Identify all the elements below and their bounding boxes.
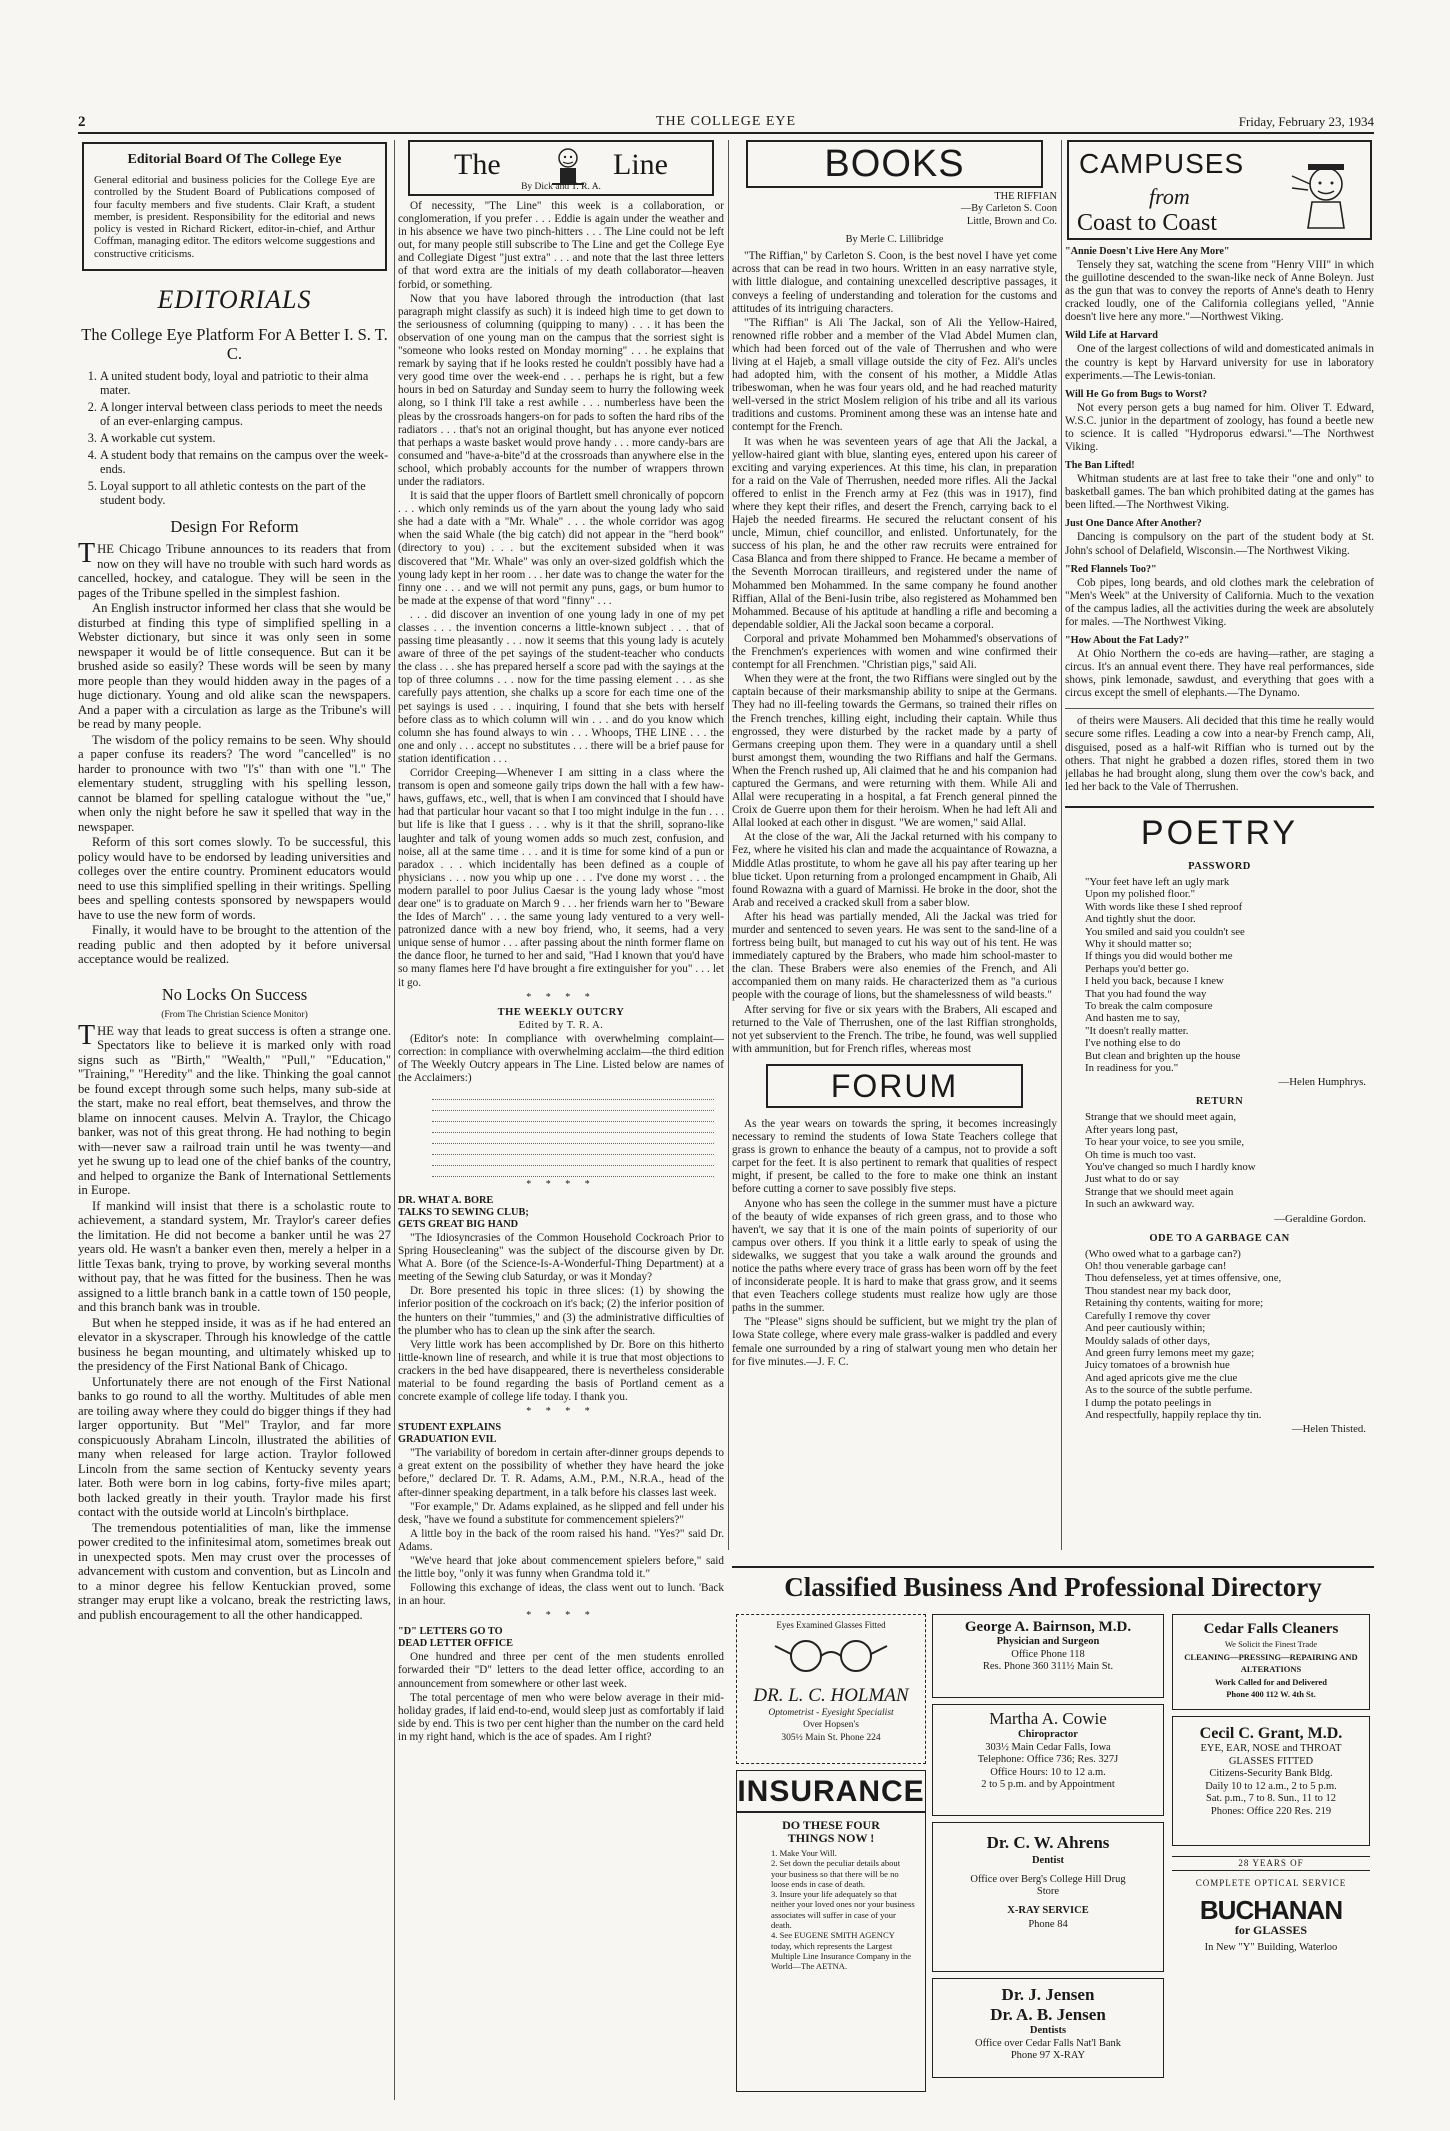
buchanan-line: COMPLETE OPTICAL SERVICE — [1195, 1877, 1347, 1888]
poem-line: Retaining thy contents, waiting for more; — [1085, 1297, 1264, 1310]
poem — [1065, 1096, 1374, 1224]
poem-line: And peer cautiously within; — [1085, 1322, 1206, 1335]
insurance-word: INSURANCE — [737, 1775, 925, 1813]
bore-headline-1: DR. WHAT A. BORE — [398, 1195, 494, 1206]
poem-line: Thou standest near my back door, — [1085, 1284, 1231, 1297]
reform-paragraph: The wisdom of the policy remains to be seen. Why should a paper confuse its readers? The word "cancelled" is no harder to pronounce with two "l's" than with one "l." The elementary student, struggling with his spelling lesson, cannot be blamed for spelling catalogue without the "ue," when only the night before he saw it spelled that way in the newspaper. — [78, 732, 391, 834]
platform-list — [100, 369, 391, 507]
success-source: (From The Christian Science Monitor) — [161, 1009, 308, 1020]
platform-title: The College Eye Platform For A Better I. S. T. C. — [81, 325, 388, 364]
review-paragraph: When they were at the front, the two Riffians were singled out by the captain because of their marksmanship ability to snipe at the Germans. They had no ill-feeling towards the Germans, so trained their rifles on the French trenches, killing eight, including their captain. While thus engrossed, they were disturbed by the racket made by a party of Germans creeping upon them. They were in a quandary until a shell burst amongst them, wounding the two Riffians and half the Germans. When the French rushed up, Ali claimed that he and his companion had captured the Germans, and were returning with them. While Ali and Allal were recuperating in a hospital, a fat French general pinned the Croix de Guerre upon them for their heroism. When he had left Ali and Allal looked at each other in disgust. "We are women," said Allal. — [732, 673, 1057, 830]
paper-name: THE COLLEGE EYE — [655, 114, 797, 129]
poem-line: "It doesn't really matter. — [1085, 1024, 1189, 1037]
student-headline-2: GRADUATION EVIL — [398, 1434, 497, 1446]
poem-line: After years long past, — [1085, 1123, 1178, 1136]
campus-item-body: Tensely they sat, watching the scene from "Henry VIII" in which the guillotine descended to the swan-like neck of Anne Boleyn. Just as the gun that was to convey the reports of Anne's death to Henry cracked loudly, one of the California collegians yelled, "Annie doesn't live here any more."—Northwest Viking. — [1065, 259, 1374, 324]
student-paragraph: "For example," Dr. Adams explained, as he slipped and fell under his desk, "have we found a substitute for commencement spielers?" — [398, 1500, 724, 1526]
jensen-name: Dr. J. Jensen — [1001, 1985, 1095, 2004]
platform-item: 2. A longer interval between class periods to meet the needs of an ever-enlarging campus. — [100, 400, 391, 428]
cartoon-student-icon — [1282, 154, 1366, 234]
poem-line: Oh time is much too vast. — [1085, 1148, 1196, 1161]
grant-line: Daily 10 to 12 a.m., 2 to 5 p.m. — [1205, 1780, 1337, 1792]
ahrens-line: X-RAY SERVICE — [1007, 1904, 1089, 1916]
poem-line: In readiness for you." — [1085, 1062, 1179, 1074]
cleaners-name: Cedar Falls Cleaners — [1203, 1621, 1339, 1637]
cowie-line: 2 to 5 p.m. and by Appointment — [981, 1779, 1115, 1790]
poem-lines — [1085, 1248, 1374, 1422]
newspaper-page — [78, 112, 1374, 2102]
grant-line: Citizens-Security Bank Bldg. — [1209, 1768, 1333, 1779]
d-letters-paragraph: The total percentage of men who were below average in their mid-holiday grades, if laid end-to-end, would sleep just as comfortably if laid side by end. This is two per cent higher than the number on the card held in my right hand, which is the ace of spades. Am I right? — [398, 1691, 724, 1743]
the-line-paragraph: Corridor Creeping—Whenever I am sitting in a class where the transom is open and someone gaily trips down the hall with a few haw-haws, guffaws, etc., well, that is when I am convinced that I should have had that particular hour vacant so that I too might indulge in the fun . . . but life is like that I guess . . . why is it that the shrill, soprano-like laughter and talk of young women adds so much zest, confusion, and noise, all at the same time . . . and it is time for some kind of a pun or paradox . . . which incidentally has been defined as a couple of physicians . . . now you whip up one . . . I've done my worst . . . the modern parallel to poor Julius Caesar is the young lady whose "most dear one" is to graduate on March 9 . . . her friends warn her to "Beware the Ides of March" . . . the same young lady ventured to a very well-patronized dance with a new boy friend, who, it seems, had a very unique sense of humor . . . after passing about the ninth former flame on the dance floor, he turned to her and said, "Had I known that you'd have so many flames here I'd have brought a fire extinguisher for you" . . . let it go. — [398, 767, 724, 989]
the-line-head-right: Line — [613, 148, 668, 181]
campus-item-head: Wild Life at Harvard — [1065, 330, 1158, 342]
campus-item-head: "Annie Doesn't Live Here Any More" — [1065, 246, 1230, 257]
the-line-byline: By Dick and T. R. A. — [521, 182, 601, 192]
forum-paragraph: The "Please" signs should be sufficient, but we might try the plan of Iowa State college, where every male grass-walker is paddled and every female one surrounded by a ring of stalwart young men who detain her for five minutes.—J. F. C. — [732, 1316, 1057, 1368]
cleaners-line: Work Called for and Delivered — [1214, 1676, 1328, 1687]
review-paragraph: It was when he was seventeen years of age that Ali the Jackal, a yellow-haired giant with blue, slanting eyes, entered upon his career of exciting and varying experiences. At this time, his clan, in preparation for a raid on the Vale of Therrushen, needed more rifles. Ali the Jackal offered to enlist in the French army at Fez (this was in 1917), find where they kept their rifles, and desert the French, carrying back to el Hajeb the needed firearms. He secured the reluctant consent of his uncle, Mimun, chief councillor, and enlisted. Unfortunately, for the success of his plan, he and the other raw recruits were entrained for Casa Blanca and from there shipped to France. He became a member of the Seventh Morrocan tirailleurs, and registered under the name of Mohammed ben Mohammed. In the same company he found another Riffian, Allal of the Beni-Iusin tribe, also registered as Mohammed ben Mohammed. Because of his aptitude at handling a rifle and becoming a dependable soldier, Ali the Jackal soon became a corporal. — [732, 435, 1057, 631]
ad-cleaners — [1172, 1614, 1370, 1710]
the-line-paragraph: . . . did discover an invention of one young lady in one of my pet classes . . . the invention concerns a little-known subject . . . that of passing time pleasantly . . . now it seems that this young lady is acutely aware of three of the pet sayings of the student-teacher who conducts the class . . . she has prepared herself a score pad with the sayings at the top of three columns . . . now for the time passing element . . . as she carefully pays attention, she chalks up a score for each time one of the pet sayings is used . . . inquiring, I found that she bets with herself before class as to which column will win . . . and do you know which column she has found always to win . . . Whoops, THE LINE . . . the one and only . . . accept no substitutes . . . there will be a brief pause for station identification . . . — [398, 608, 724, 765]
cleaners-line: Phone 400 112 W. 4th St. — [1226, 1689, 1316, 1699]
insurance-item: 2. Set down the peculiar details about your business so that there will be no loose ends in case of death. — [771, 1858, 901, 1889]
poem-line: And green furry lemons meet my gaze; — [1085, 1346, 1255, 1359]
bore-headline-2: TALKS TO SEWING CLUB; — [398, 1207, 529, 1218]
book-reviewer: By Merle C. Lillibridge — [845, 234, 944, 246]
bore-headline-3: GETS GREAT BIG HAND — [398, 1219, 519, 1230]
success-paragraph: The tremendous potentialities of man, like the immense power credited to the infinitesimal atom, sometimes break out in unexpected spots. Men may crust over the processes of advancement with custom and convention, but as Lincoln and to a minor degree his fellow Kentuckian proved, some stranger may erupt like a volcano, break the restricting laws, and publish encouragement to all the other handicapped. — [78, 1520, 391, 1622]
campus-item-head: The Ban Lifted! — [1065, 460, 1135, 472]
d-headline-1: "D" LETTERS GO TO — [398, 1626, 503, 1638]
success-paragraph: If mankind will insist that there is a scholastic route to achievement, a standard system, Mr. Traylor's career defies the limitation. He did not become a banker until he was 27 years old. He wasn't a banker even then, merely a helper in a little Texas bank, trying to prove, by working several months without pay, that he was fitted for the business. Then he was assigned to a little branch bank in a cattle town of 150 people, and this branch bank was in trouble. — [78, 1198, 391, 1315]
review-paragraph: "The Riffian," by Carleton S. Coon, is the best novel I have yet come across that can be read in two hours. Written in an easy narrative style, with little dialogue, and containing unexcelled descriptive passages, it conveys a feeling of understanding and toleration for the customs and attitudes of its intriguing characters. — [732, 250, 1057, 315]
campuses-poetry-column — [1065, 140, 1374, 1550]
the-line-column — [398, 140, 724, 2100]
poem-line: And hasten me to say, — [1085, 1012, 1180, 1025]
holman-line1: Over Hopsen's — [803, 1720, 859, 1730]
bore-paragraph: Dr. Bore presented his topic in three slices: (1) by showing the inferior position of the cockroach on it's back; (2) the inferior position of the hunters on their "tummies," and (3) the administrative difficulties of the plumber who has to clean up the sink after the search. — [398, 1285, 724, 1337]
bore-paragraph: "The Idiosyncrasies of the Common Household Cockroach Prior to Spring Housecleaning" was the subject of the discourse given by Dr. What A. Bore (of the Science-Is-A-Wonderful-Thing Department) at a meeting of the Sewing club Saturday, or was it Monday? — [398, 1232, 724, 1284]
ad-buchanan — [1172, 1852, 1370, 1972]
poetry-heading: POETRY — [1065, 806, 1374, 853]
campuses-coast: Coast to Coast — [1077, 210, 1218, 236]
the-line-paragraph: It is said that the upper floors of Bartlett smell chronically of popcorn . . . which only reminds us of the yarn about the young lady who said she had a date with a "Mr. Whale" . . . the whole corridor was agog when the said Whale (the big catch) did not appear in the "herd book" (directory to you) . . . but the excitement subsided when it was discovered that "Mr. Whale" was only an over-sized goldfish which the young lady kept in her room . . . her date was to change the water for the finny one . . . and we will not permit any puns, gags, or bum humor to be made at the expense of that word "finny" . . . — [398, 490, 724, 607]
cowie-line: Chiropractor — [1018, 1729, 1078, 1740]
poem-lines — [1085, 876, 1374, 1075]
student-paragraph: Following this exchange of ideas, the class went out to lunch. 'Back in an hour. — [398, 1582, 724, 1608]
cowie-line: Office Hours: 10 to 12 a.m. — [990, 1766, 1106, 1778]
separator: * * * * — [526, 1179, 596, 1190]
bairnson-line: Physician and Surgeon — [996, 1636, 1100, 1647]
ad-bairnson — [932, 1614, 1164, 1698]
book-publisher: Little, Brown and Co. — [966, 215, 1057, 227]
ahrens-line: Phone 84 — [1028, 1919, 1068, 1930]
review-paragraph: At the close of the war, Ali the Jackal returned with his company to Fez, where he visited his clan and made the acquaintance of Rowazna, a Middle Atlas prostitute, to whom he gave all his pay after tearing up her blue ticket. Upon returning from a prolonged encampment in Ghaib, Ali found Rowazna with a guard of Marnissi. He broke in the door, shot the Arab and received a cracked skull from a saber blow. — [732, 831, 1057, 909]
poem-line: (Who owed what to a garbage can?) — [1085, 1247, 1241, 1260]
page-number: 2 — [78, 114, 86, 130]
reform-paragraph: Reform of this sort comes slowly. To be successful, this policy would have to be endorsed by leading universities and colleges over the entire country. Prominent educators would need to use this simplified spelling in their writings. Spelling bees and spelling contests sponsored by newspapers would have to use the new form of words. — [78, 835, 391, 922]
poem-line: That you had found the way — [1085, 987, 1207, 1000]
column-rule — [1061, 140, 1062, 1550]
poem-line: You smiled and said you couldn't see — [1085, 925, 1245, 938]
insurance-item: 4. See EUGENE SMITH AGENCY today, which represents the Largest Multiple Line Insurance Company in the World—The AETNA. — [771, 1930, 912, 1972]
poem-line: With words like these I shed reproof — [1085, 900, 1243, 913]
review-paragraph: After his head was partially mended, Ali the Jackal was tried for murder and sentenced to seven years. He was sent to the sand-line of a fortress being built, but managed to cut his way out of his tent. He was immediately captured by the Brabers, who made him school-master to the clan. These Brabers were also enemies of the French, and Ali accompanied them on many raids. He characterized them as "a curious people with the courage of lions, but the shamelessness of wild beasts." — [732, 910, 1057, 1002]
issue-date: Friday, February 23, 1934 — [1238, 114, 1374, 129]
buchanan-line: 28 YEARS OF — [1172, 1856, 1370, 1871]
success-paragraph: But when he stepped inside, it was as if he had entered an elevator in a skyscraper. Through his knowledge of the cattle business he began mounting, and ultimately whisked up to the presidency of the First National Bank of Chicago. — [78, 1315, 391, 1374]
book-title: THE RIFFIAN — [994, 191, 1057, 202]
reform-paragraph: An English instructor informed her class that she would be disturbed at finding this type of simplified spelling in a Webster dictionary, but since it was only seen in some newspaper it would be of little consequence. But can it be brushed aside so easily? These words will be seen by many more people than they would hidden away in the pages of a huge dictionary. Young and old alike scan the newspapers. And a paper with a circulation as large as the Tribune's will be read by many people. — [78, 601, 391, 732]
cowie-name: Martha A. Cowie — [989, 1709, 1107, 1728]
student-headline-1: STUDENT EXPLAINS — [398, 1422, 502, 1434]
classified-directory — [732, 1566, 1374, 2094]
poem-line: I dump the potato peelings in — [1085, 1396, 1212, 1409]
campus-item-head: Will He Go from Bugs to Worst? — [1065, 388, 1208, 400]
separator: * * * * — [526, 1406, 596, 1418]
books-heading: BOOKS — [746, 140, 1043, 188]
book-info — [732, 191, 1057, 228]
jensen-line: Phone 97 X-RAY — [1010, 2050, 1086, 2061]
poem-title: RETURN — [1195, 1096, 1244, 1108]
grant-name: Cecil C. Grant, M.D. — [1199, 1725, 1343, 1742]
poem-line: And aged apricots give me the clue — [1085, 1371, 1238, 1384]
platform-item: 5. Loyal support to all athletic contests on the part of the student body. — [100, 479, 391, 507]
cleaners-line: CLEANING—PRESSING—REPAIRING AND ALTERATIONS — [1184, 1651, 1358, 1674]
grant-line: Phones: Office 220 Res. 219 — [1210, 1805, 1332, 1817]
poem-author: —Helen Thisted. — [1291, 1423, 1366, 1436]
the-line-head-left: The — [454, 148, 501, 181]
poem-title: PASSWORD — [1188, 860, 1251, 872]
buchanan-logo-sub: for GLASSES — [1234, 1923, 1308, 1937]
column-rule — [728, 140, 729, 1550]
insurance-item: 1. Make Your Will. — [771, 1848, 837, 1858]
review-paragraph: "The Riffian" is Ali The Jackal, son of Ali the Yellow-Haired, renowned rifle robber and a member of the Vlad Abdel Mumen clan, which had been forced out of the vale of Therrushen and who were living at el Hajeb, a small village outside the city of Fez. Ali's uncles had adopted him, with the consent of his mother, a Middle Atlas tribeswoman, when he was four years old, and he had reached maturity well-versed in the strict Moslem religion of his tribe and all its various traditions and customs. Prominent among these was an intense hate and contempt for the French. — [732, 316, 1057, 434]
student-paragraph: "We've heard that joke about commencement spielers before," said the little boy, "only it was funny when Grandma told it." — [398, 1554, 724, 1581]
platform-item: 4. A student body that remains on the campus over the week-ends. — [100, 448, 391, 476]
campus-item-body: At Ohio Northern the co-eds are having—rather, are staging a circus. It's an annual event there. They have real performances, side shows, pink lemonade, sawdust, and everything that goes with a circus except the smell of elephants.—The Dynamo. — [1065, 647, 1374, 700]
poem-line: But clean and brighten up the house — [1085, 1049, 1241, 1062]
holman-role: Optometrist - Eyesight Specialist — [768, 1707, 894, 1718]
ad-holman — [736, 1614, 926, 1764]
ahrens-name: Dr. C. W. Ahrens — [986, 1833, 1110, 1852]
ahrens-line: Dentist — [1031, 1855, 1065, 1866]
poem-line: You've changed so much I hardly know — [1085, 1161, 1256, 1174]
insurance-item: 3. Insure your life adequately so that neither your loved ones nor your business associates will suffer in case of your death. — [771, 1889, 915, 1931]
eyeglasses-icon — [771, 1636, 891, 1676]
ad-grant — [1172, 1716, 1370, 1846]
book-author: —By Carleton S. Coon — [960, 203, 1057, 215]
bairnson-name: George A. Bairnson, M.D. — [964, 1619, 1132, 1635]
platform-item: 1. A united student body, loyal and patriotic to their alma mater. — [100, 369, 391, 397]
forum-paragraph: Anyone who has seen the college in the summer must have a picture of the beauty of wide expanses of rich green grass, and to those who haven't, we say that it is one of the main points of superiority of our campus over others. If you think it a little early to speak of using the sidewalks, we suggest that you take a walk around the grounds and notice the paths where every trace of grass has been worn off by the feet of inconsiderate people. It is hard to make that grass grow, and it seems that even Teachers college students must realize how ugly are those paths in the summer. — [732, 1197, 1057, 1315]
platform-item: 3. A workable cut system. — [100, 431, 391, 445]
poem-author: —Helen Humphrys. — [1278, 1076, 1366, 1089]
student-paragraph: "The variability of boredom in certain after-dinner groups depends to a great extent on the possibility of whether they have heard the joke before," declared Dr. T. R. Adams, A.M., P.M., N.R.A., head of the after-dinner speaking department, in a talk before his classes last week. — [398, 1447, 724, 1499]
campuses-header — [1067, 140, 1372, 240]
campus-item-body: Cob pipes, long beards, and old clothes mark the celebration of "Men's Week" at the University of California. Much to the vexation of the campus ladies, all the activities during the week are absolutely for males. —The Northwest Viking. — [1065, 576, 1374, 628]
review-paragraph: After serving for five or six years with the Brabers, Ali escaped and returned to the Vale of Therrushen, one of the last Riffian strongholds, not yet subservient to the French. The tribe, he found, was well supplied with ammunition, but for French rifles, whereas most — [732, 1003, 1057, 1055]
cowie-line: Telephone: Office 736; Res. 327J — [977, 1754, 1119, 1765]
forum-heading: FORUM — [766, 1064, 1023, 1108]
poem-line: Perhaps you'd better go. — [1085, 962, 1189, 975]
poem-line: "Your feet have left an ugly mark — [1085, 875, 1230, 888]
editorial-board-title: Editorial Board Of The College Eye — [127, 152, 342, 167]
poem-line: Strange that we should meet again — [1085, 1185, 1234, 1198]
campus-item-head: "How About the Fat Lady?" — [1065, 634, 1190, 646]
poem-line: To break the calm composure — [1085, 999, 1213, 1012]
campus-item-body: Whitman students are at last free to take their "one and only" to basketball games. The ban which prohibited dating at the games has been lifted.—The Northwest Viking. — [1065, 473, 1374, 512]
books-continued: of theirs were Mausers. Ali decided that this time he really would secure some rifles. Leading a cow into a near-by French camp, Ali, disguised, posed as a half-wit Riffian who is turned out by the others. That night he grabbed a dozen rifles, stored them in two jellabas he had brought along, slung them over the cow's back, and led her back to the Vale of Therrushen. — [1065, 715, 1374, 793]
poem-line: And respectfully, happily replace thy tin. — [1085, 1408, 1262, 1421]
grant-line: GLASSES FITTED — [1228, 1755, 1314, 1767]
editorial-board-box — [82, 142, 387, 271]
poem-lines — [1085, 1111, 1374, 1210]
separator: * * * * — [526, 1610, 596, 1622]
bore-paragraph: Very little work has been accomplished by Dr. Bore on this hitherto little-known line of research, and while it is true that most objections to crackers in the bed have disappeared, there is nevertheless considerable material to be found regarding the basis of Portland cement as a concrete example of college life today. I thank you. — [398, 1338, 724, 1404]
insurance-line: DO THESE FOUR — [782, 1818, 880, 1832]
the-line-paragraph: Of necessity, "The Line" this week is a collaboration, or conglomeration, if you prefer . . . Eddie is again under the weather and in his absence we have two pinch-hitters . . . The Line could not be left out, for many people still subscribe to The Line and get the College Eye and Collegiate Digest "just extra" . . . and note that the last three letters of that word extra are the initials of my death collaborator—heaven forbid, or something. — [398, 200, 724, 291]
poem-line: In such an awkward way. — [1085, 1198, 1195, 1211]
editorial-column — [78, 140, 391, 2100]
grant-line: Sat. p.m., 7 to 8. Sun., 11 to 12 — [1206, 1793, 1336, 1804]
forum-paragraph: As the year wears on towards the spring, it becomes increasingly necessary to remind the students of Iowa State Teachers college that grass is grown to enhance the beauty of a campus, not to provide a soft carpet for the feet. It is also pertinent to remark that qualities of respect might, if present, be called to the fore to make one think an instant before cutting a corner to save possibly five steps. — [732, 1117, 1057, 1196]
insurance-line: THINGS NOW ! — [787, 1830, 875, 1845]
outcry-note: (Editor's note: In compliance with overwhelming complaint—correction: in compliance with overwhelming acclaim—the third edition of The Weekly Outcry appears in The Line. Listed below are names of the Acclaimers:) — [398, 1032, 724, 1084]
poem-line: I've nothing else to do — [1085, 1037, 1181, 1050]
holman-line2: 305½ Main St. Phone 224 — [781, 1732, 881, 1743]
acclaimers-blank-lines — [432, 1089, 714, 1177]
poem-author: —Geraldine Gordon. — [1274, 1212, 1366, 1225]
poem-line: Just what to do or say — [1085, 1173, 1179, 1186]
masthead — [78, 112, 1374, 134]
success-title: No Locks On Success — [161, 984, 308, 1004]
poem-line: Upon my polished floor." — [1085, 888, 1195, 901]
separator: * * * * — [526, 991, 596, 1003]
student-paragraph: A little boy in the back of the room raised his hand. "Yes?" said Dr. Adams. — [398, 1527, 724, 1553]
poem — [1065, 1233, 1374, 1436]
ahrens-line: Office over Berg's College Hill Drug Store — [970, 1873, 1126, 1897]
poem-title: ODE TO A GARBAGE CAN — [1149, 1232, 1290, 1244]
success-paragraph: Unfortunately there are not enough of the First National banks to go round to all the worthy. Multitudes of able men are toiling away where they could do bigger things if they had larger opportunity. But "Mel" Traylor, and far more conspicuously Abraham Lincoln, illustrated the abilities of many when released for large action. Traylor followed Lincoln from the same section of Kentucky seventy years later. Both were born in log cabins, forty-five miles apart; both lacked greatly in their youth. Traylor made his first contact with the outside world at Lincoln's birthplace. — [78, 1374, 391, 1520]
d-headline-2: DEAD LETTER OFFICE — [398, 1638, 514, 1650]
poem-line: Carefully I remove thy cover — [1085, 1309, 1211, 1322]
poem-line: Juicy tomatoes of a brownish hue — [1085, 1359, 1230, 1372]
buchanan-logo: BUCHANAN — [1199, 1895, 1343, 1925]
student-headline — [398, 1422, 724, 1446]
poem-line: If things you did would bother me — [1085, 950, 1233, 963]
bairnson-line: Office Phone 118 — [1011, 1648, 1085, 1660]
editorials-heading: EDITORIALS — [157, 285, 312, 315]
campus-item-body: Dancing is compulsory on the part of the student body at St. John's school of Delafield, Wisconsin.—The Northwest Viking. — [1065, 531, 1374, 557]
campus-item-head: Just One Dance After Another? — [1065, 518, 1202, 530]
campus-item-head: "Red Flannels Too?" — [1065, 563, 1157, 575]
reform-title: Design For Reform — [170, 517, 299, 537]
the-line-header — [408, 140, 714, 196]
holman-top: Eyes Examined Glasses Fitted — [776, 1620, 886, 1630]
classified-title: Classified Business And Professional Directory — [784, 1572, 1322, 1602]
reform-paragraph: Finally, it would have to be brought to the attention of the reading public and then adopted by it before universal acceptance would be realized. — [78, 923, 391, 967]
poem-line: Oh! thou venerable garbage can! — [1085, 1260, 1227, 1273]
bairnson-line: Res. Phone 360 311½ Main St. — [982, 1661, 1114, 1672]
outcry-title: THE WEEKLY OUTCRY — [497, 1006, 625, 1018]
the-line-paragraph: Now that you have labored through the introduction (that last paragraph might classify as such) it is indeed high time to get down to the seriousness of columning (quipping to many) . . . it has been the observation of one young man on the campus that the sorriest sight is "someone who looks rested on Monday morning" . . . he explains that remark by saying that if he looks rested he couldn't possibly have had a very good time over the week-end . . . perhaps he is right, but a few hours in bed on Saturday and Sunday seem to hurry the following week along, so I think I'll take a rest awhile . . . numberless have been the pleas by the crossroads hangers-on for pads to soften the hard ribs of the radiators . . . that's not an original thought, but has anyone ever noticed that perhaps a waste basket would prove handy . . . more candy-bars are consumed and "have-a-bite"d at the crossroads than anywhere else in the school, which probably accounts for the number of wrappers thrown under the radiators. — [398, 292, 724, 488]
ad-insurance — [736, 1770, 926, 2092]
ad-jensen — [932, 1978, 1164, 2078]
outcry-byline: Edited by T. R. A. — [518, 1019, 604, 1031]
d-letters-paragraph: One hundred and three per cent of the men students enrolled forwarded their "D" letters to the dead letter office, according to an announcement from somewhere or other last week. — [398, 1651, 724, 1690]
poem-line: Strange that we should meet again, — [1085, 1111, 1237, 1124]
jensen-name: Dr. A. B. Jensen — [990, 2005, 1106, 2024]
holman-name: DR. L. C. HOLMAN — [753, 1684, 909, 1706]
reform-paragraph: THE Chicago Tribune announces to its readers that from now on they will have no trouble with such hard words as cancelled, hockey, and catalogue. They will be seen in the pages of the Tribune spelled in the simplest fashion. — [78, 538, 391, 600]
buchanan-line: In New "Y" Building, Waterloo — [1204, 1942, 1338, 1953]
grant-line: EYE, EAR, NOSE and THROAT — [1200, 1743, 1342, 1754]
column-rule — [1065, 708, 1374, 709]
cowie-line: 303½ Main Cedar Falls, Iowa — [985, 1741, 1111, 1753]
poem-line: To hear your voice, to see you smile, — [1085, 1136, 1245, 1149]
cleaners-line: We Solicit the Finest Trade — [1224, 1639, 1318, 1649]
d-letters-headline — [398, 1626, 724, 1650]
poem-line: I held you back, because I knew — [1085, 975, 1224, 988]
insurance-items — [771, 1848, 917, 1972]
review-paragraph: Corporal and private Mohammed ben Mohammed's observations of the Frenchmen's experiences with women and wine confirmed their contempt for all Frenchmen. "Christian pigs," said Ali. — [732, 632, 1057, 672]
campus-item-body: Not every person gets a bug named for him. Oliver T. Edward, W.S.C. junior in the department of zoology, has found a beetle new to science. It is called "Hydroporus edwarsi."—The Northwest Viking. — [1065, 401, 1374, 454]
poem-line: Mouldy salads of other days, — [1085, 1334, 1211, 1347]
jensen-line: Office over Cedar Falls Nat'l Bank — [974, 2037, 1122, 2049]
ad-ahrens — [932, 1822, 1164, 1972]
campuses-from: from — [1149, 184, 1190, 209]
poem-line: Why it should matter so; — [1085, 937, 1192, 950]
poem — [1065, 861, 1374, 1089]
poem-line: Thou defenseless, yet at times offensive, one, — [1085, 1272, 1282, 1285]
success-paragraph: THE way that leads to great success is often a strange one. Spectators like to believe it is marked only with road signs such as "Birth," "Wealth," "Pull," "Education," "Training," "Heredity" and the like. Thinking the goal cannot be found except through some such helps, many sub-side at the start, make no real effort, beat themselves, and throw the blame on innocent causes. Melvin A. Traylor, the Chicago banker, was not of this great throng. He had nothing to begin with—never saw a railroad train until he was twenty—and yet he swung up to lead one of the chief banks of the country, and helped to organize the Bank of International Settlements in Europe. — [78, 1019, 391, 1198]
poem-line: As to the source of the subtle perfume. — [1085, 1384, 1253, 1397]
campus-item-body: One of the largest collections of wild and domesticated animals in the country is kept by Harvard university for use in laboratory experiments.—The Lewis-tonian. — [1065, 343, 1374, 382]
poem-line: And tightly shut the door. — [1085, 913, 1196, 926]
editorial-board-text: General editorial and business policies for the College Eye are controlled by the Student Board of Publications composed of four faculty members and five students. Clair Kraft, a student member, is president. Responsibility for the editorial and news policy is vested in Richard Rickert, editor-in-chief, and Arthur Coffman, managing editor. The editors welcome suggestions and constructive criticisms. — [94, 174, 375, 260]
ad-cowie — [932, 1704, 1164, 1816]
campuses-title: CAMPUSES — [1079, 148, 1245, 179]
books-column — [732, 140, 1057, 1550]
jensen-line: Dentists — [1029, 2025, 1067, 2036]
column-rule — [394, 140, 395, 2100]
bore-headline — [398, 1195, 724, 1231]
